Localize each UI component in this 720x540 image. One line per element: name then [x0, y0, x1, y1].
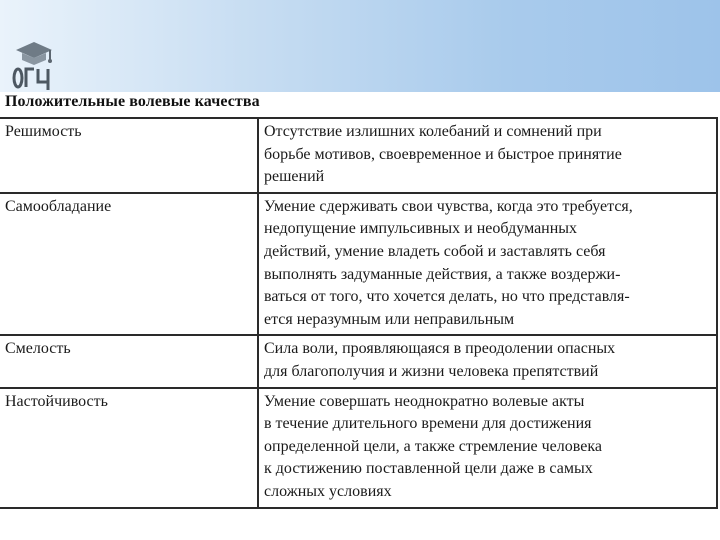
description-line: Умение совершать неоднократно волевые акты: [264, 392, 585, 410]
table-row: [0, 193, 717, 336]
table-row: [0, 335, 717, 387]
description-line: недопущение импульсивных и необдуманных: [264, 220, 578, 238]
quality-name: Решимость: [0, 118, 258, 193]
quality-name: Настойчивость: [0, 388, 258, 508]
description-line: Умение сдерживать свои чувства, когда это требуется,: [264, 197, 633, 215]
description-line: для благополучия и жизни человека препятствий: [264, 362, 599, 380]
description-line: ется неразумным или неправильным: [264, 310, 515, 328]
description-line: сложных условиях: [264, 482, 392, 500]
description-line: решений: [264, 168, 325, 186]
quality-description: [258, 193, 717, 336]
description-line: выполнять задуманные действия, а также воздержи-: [264, 265, 621, 283]
table-row: [0, 388, 717, 508]
description-line: Отсутствие излишних колебаний и сомнений при: [264, 123, 602, 140]
quality-name: Смелость: [0, 335, 258, 387]
quality-description: [258, 118, 717, 193]
table-row: [0, 118, 717, 193]
description-line: к достижению поставленной цели даже в самых: [264, 460, 593, 478]
description-line: определенной цели, а также стремление человека: [264, 437, 602, 455]
description-line: борьбе мотивов, своевременное и быстрое принятие: [264, 145, 622, 163]
quality-name: Самообладание: [0, 193, 258, 336]
page-title: Положительные волевые качества: [5, 93, 260, 110]
description-line: ваться от того, что хочется делать, но что представля-: [264, 288, 630, 306]
university-logo: [10, 36, 58, 92]
description-line: в течение длительного времени для достижения: [264, 415, 592, 433]
description-line: Сила воли, проявляющаяся в преодолении опасных: [264, 340, 616, 358]
document-area: [0, 92, 720, 540]
qualities-table: [0, 117, 718, 509]
graduation-cap-icon: [16, 42, 52, 65]
header-banner: [0, 0, 720, 92]
description-line: действий, умение владеть собой и заставлять себя: [264, 242, 606, 260]
logo-letters: [14, 69, 48, 90]
quality-description: [258, 388, 717, 508]
quality-description: [258, 335, 717, 387]
